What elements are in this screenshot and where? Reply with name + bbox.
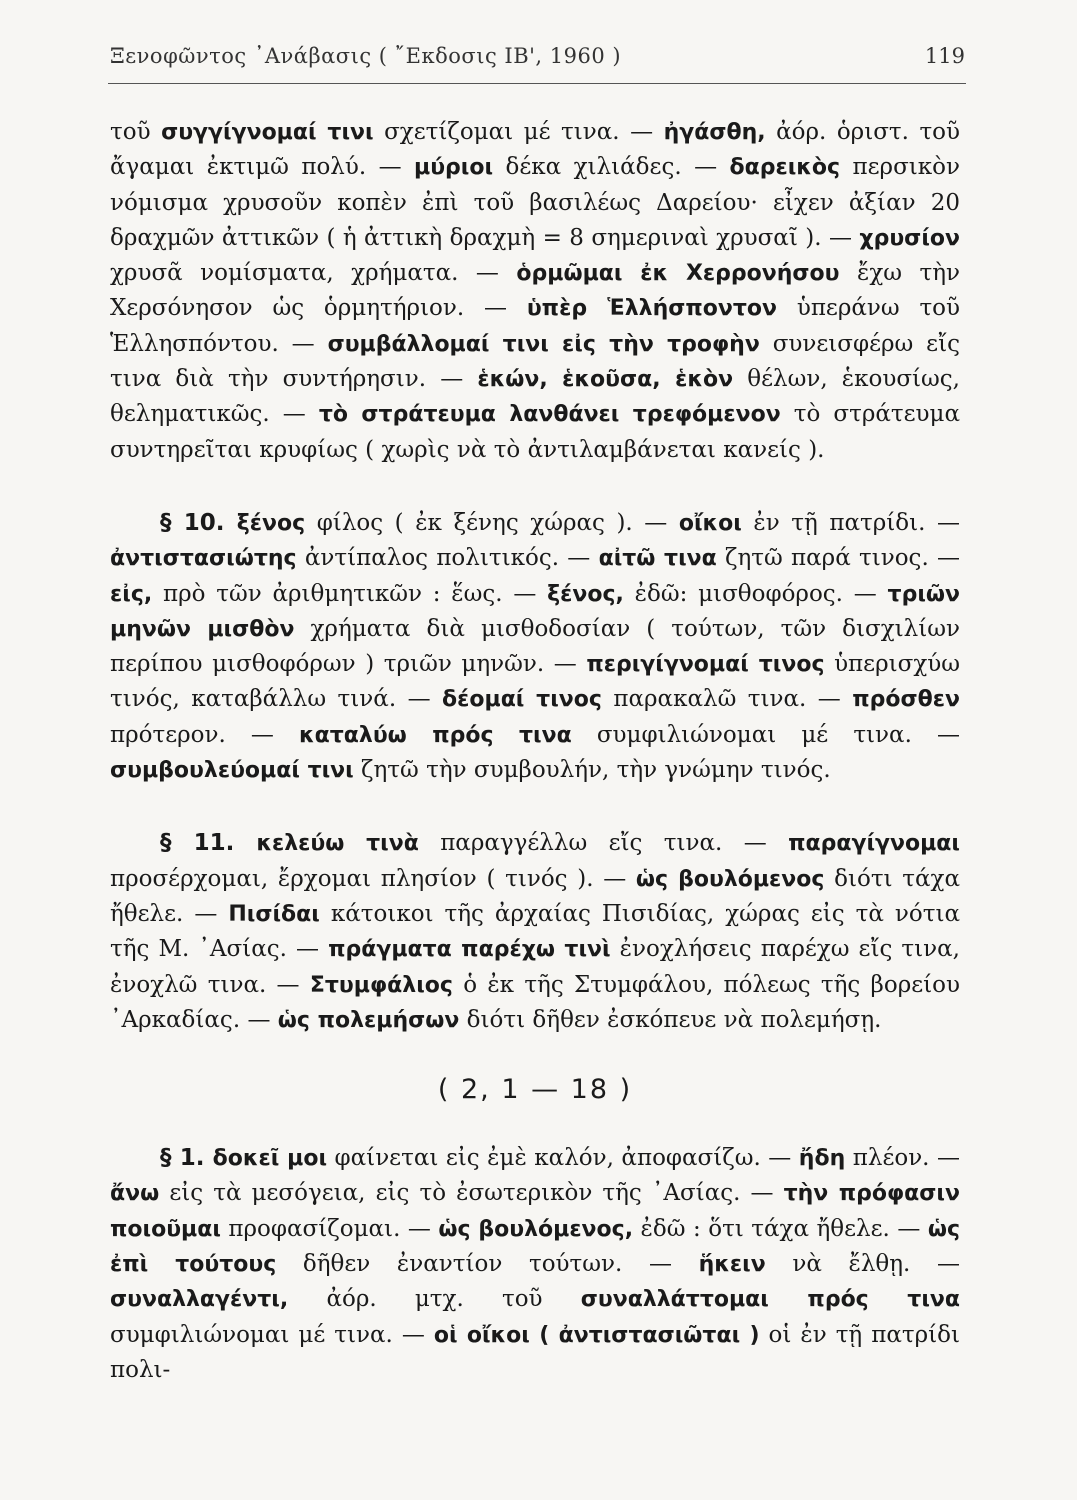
gloss-text: ἔχω τὴν Χερσόνησον ὡς ὁρμητήριον. — <box>110 260 960 322</box>
gloss-text: δέκα χιλιάδες. — <box>493 154 730 181</box>
lemma-term: μύριοι <box>414 155 494 181</box>
gloss-text: οἱ ἐν τῇ πατρίδι πολι- <box>110 1321 960 1383</box>
gloss-text: νὰ ἔλθῃ. — <box>765 1251 960 1278</box>
gloss-text: συμφιλιώνομαι μέ τινα. — <box>571 721 960 748</box>
lemma-term: καταλύω πρός τινα <box>299 722 572 748</box>
gloss-text: προσέρχομαι, ἔρχομαι πλησίον ( τινός ). — <box>110 865 636 892</box>
paragraph-section-1 <box>110 1141 960 1388</box>
gloss-text: ζητῶ παρά τινος. — <box>716 545 961 572</box>
section-number: § 10. <box>160 509 237 536</box>
gloss-text: εἰς τὰ μεσόγεια, εἰς τὸ ἐσωτερικὸν τῆς ᾿Ασίας. — <box>159 1180 784 1207</box>
gloss-text: ἐν τῇ πατρίδι. — <box>741 509 960 536</box>
gloss-text: κάτοικοι τῆς ἀρχαίας Πισιδίας, χώρας εἰς τὰ νότια τῆς Μ. ᾿Ασίας. — <box>110 900 960 963</box>
lemma-term: δοκεῖ μοι <box>212 1146 328 1172</box>
page-number: 119 <box>924 44 965 68</box>
gloss-text: χρήματα διὰ μισθοδοσίαν ( τούτων, τῶν δισχιλίων περίπου μισθοφόρων ) τριῶν μηνῶν. — <box>110 615 960 678</box>
lemma-term: ὡς ἐπὶ τούτους <box>110 1216 960 1278</box>
section-number: § 1. <box>160 1145 213 1172</box>
lemma-term: τὴν πρόφασιν ποιοῦμαι <box>110 1181 960 1242</box>
lemma-term: Στυμφάλιος <box>309 972 453 998</box>
gloss-text: προφασίζομαι. — <box>220 1215 439 1242</box>
lemma-term: εἰς, <box>110 581 153 607</box>
lemma-term: συμβουλεύομαί τινι <box>110 758 354 784</box>
paragraph-section-11 <box>110 826 960 1038</box>
gloss-text: συμφιλιώνομαι μέ τινα. — <box>110 1321 434 1348</box>
lemma-term: τριῶν μηνῶν μισθὸν <box>110 581 961 642</box>
gloss-text: παραγγέλλω εἴς τινα. — <box>418 830 789 857</box>
lemma-term: πράγματα παρέχω τινὶ <box>328 937 611 963</box>
lemma-term: δαρεικὸς <box>729 155 841 181</box>
gloss-text: χρυσᾶ νομίσματα, χρήματα. — <box>110 260 517 287</box>
lemma-term: οἱ οἴκοι ( ἀντιστασιῶται ) <box>433 1322 760 1348</box>
lemma-term: ὑπὲρ Ἑλλήσποντον <box>526 296 778 322</box>
lemma-term: Πισίδαι <box>228 901 320 927</box>
lemma-term: περιγίγνομαί τινος <box>586 652 825 678</box>
lemma-term: συναλλάττομαι πρός τινα <box>580 1287 960 1313</box>
section-number: § 11. <box>160 830 257 857</box>
lemma-term: ἄνω <box>110 1181 160 1207</box>
gloss-text: τὸ στράτευμα συντηρεῖται κρυφίως ( χωρὶς νὰ τὸ ἀντιλαμβάνεται κανείς ). <box>110 401 960 463</box>
lemma-term: παραγίγνομαι <box>788 831 960 857</box>
gloss-text: περσικὸν νόμισμα χρυσοῦν κοπὲν ἐπὶ τοῦ βασιλέως Δαρείου· εἶχεν ἀξίαν 20 δραχμῶν ἀττικῶν ( ἡ ἀττικὴ δραχμὴ = 8 σημεριναὶ χρυσαῖ ). — <box>110 154 960 251</box>
gloss-text: σχετίζομαι μέ τινα. — <box>373 119 664 145</box>
gloss-text: πλέον. — <box>845 1145 960 1172</box>
gloss-text: τοῦ <box>110 119 162 145</box>
gloss-text: φαίνεται εἰς ἐμὲ καλόν, ἀποφασίζω. — <box>327 1145 799 1172</box>
lemma-term: ὁρμῶμαι ἐκ Χερρονήσου <box>516 261 840 287</box>
gloss-text: διότι δῆθεν ἐσκόπευε νὰ πολεμήσῃ. <box>459 1006 882 1033</box>
gloss-text: ἀόρ. ὁριστ. τοῦ ἄγαμαι ἐκτιμῶ πολύ. — <box>110 119 960 181</box>
lemma-term: ἤδη <box>798 1146 846 1172</box>
lemma-term: ἑκών, ἑκοῦσα, ἑκὸν <box>477 367 734 393</box>
gloss-text: θέλων, ἑκουσίως, θεληματικῶς. — <box>110 366 960 428</box>
section-range-heading: ( 2, 1 — 18 ) <box>437 1074 633 1106</box>
gloss-text: συνεισφέρω εἴς τινα διὰ τὴν συντήρησιν. — <box>110 330 960 393</box>
gloss-text: διότι τάχα ἤθελε. — <box>110 865 960 927</box>
gloss-text: παρακαλῶ τινα. — <box>601 686 853 713</box>
header-title: Ξενοφῶντος ᾿Ανάβασις ( ῎Εκδοσις ΙΒ', 1960 ) <box>110 44 622 68</box>
gloss-text: ὑπεράνω τοῦ Ἑλλησπόντου. — <box>110 295 961 357</box>
lemma-term: ἠγάσθη, <box>663 120 766 145</box>
lemma-term: συγγίγνομαί τινι <box>161 120 374 145</box>
lemma-term: κελεύω τινὰ <box>256 831 419 857</box>
lemma-term: συμβάλλομαί τινι εἰς τὴν τροφὴν <box>327 331 760 357</box>
gloss-text: πρὸ τῶν ἀριθμητικῶν : ἕως. — <box>152 580 548 607</box>
header-rule <box>108 83 966 84</box>
lemma-term: ἥκειν <box>698 1252 766 1278</box>
lemma-term: χρυσίον <box>859 225 960 251</box>
lemma-term: συναλλαγέντι, <box>110 1287 289 1313</box>
lemma-term: ὡς πολεμήσων <box>277 1007 460 1033</box>
gloss-text: ἐδῶ : ὅτι τάχα ἤθελε. — <box>633 1215 928 1242</box>
lemma-term: ἀντιστασιώτης <box>110 546 297 572</box>
running-header <box>110 44 965 84</box>
gloss-text: ἐνοχλήσεις παρέχω εἴς τινα, ἐνοχλῶ τινα. — <box>110 936 960 998</box>
gloss-text: ἀντίπαλος πολιτικός. — <box>296 545 599 572</box>
lemma-term: ξένος, <box>547 581 624 607</box>
lemma-term: δέομαί τινος <box>442 687 602 713</box>
lemma-term: ὡς βουλόμενος <box>635 866 825 892</box>
gloss-text: φίλος ( ἐκ ξένης χώρας ). — <box>305 509 679 536</box>
gloss-text: ζητῶ τὴν συμβουλήν, τὴν γνώμην τινός. <box>353 757 831 784</box>
page-body <box>110 115 960 1388</box>
gloss-text: ἐδῶ: μισθοφόρος. — <box>623 580 888 607</box>
lemma-term: τὸ στράτευμα λανθάνει τρεφόμενον <box>318 402 781 428</box>
lemma-term: αἰτῶ τινα <box>598 546 717 572</box>
gloss-text: ὑπερισχύω τινός, καταβάλλω τινά. — <box>110 651 960 713</box>
lemma-term: ξένος <box>236 510 306 536</box>
gloss-text: πρότερον. — <box>110 721 299 748</box>
paragraph-glossary-1 <box>110 115 960 468</box>
gloss-text: ἀόρ. μτχ. τοῦ <box>288 1286 581 1313</box>
gloss-text: δῆθεν ἐναντίον τούτων. — <box>276 1251 699 1278</box>
lemma-term: ὡς βουλόμενος, <box>438 1216 634 1242</box>
paragraph-section-10 <box>110 506 960 788</box>
lemma-term: οἴκοι <box>678 510 742 536</box>
gloss-text: ὁ ἐκ τῆς Στυμφάλου, πόλεως τῆς βορείου ᾿Αρκαδίας. — <box>110 971 960 1033</box>
lemma-term: πρόσθεν <box>852 687 960 713</box>
